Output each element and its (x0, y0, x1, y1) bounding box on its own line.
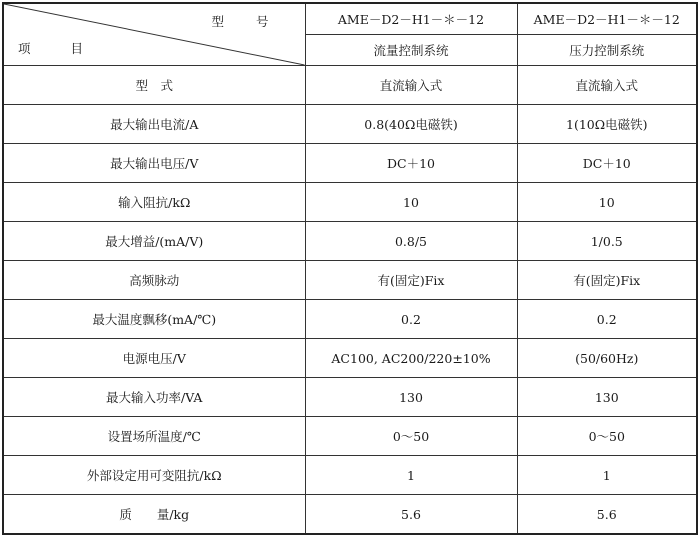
header-row-models (3, 3, 697, 35)
spec-table (2, 2, 698, 535)
flow-control-value: 0.8/5 (305, 222, 517, 261)
row-label: 最大输出电压/V (3, 144, 305, 183)
flow-control-value: AC100, AC200/220±10% (305, 339, 517, 378)
row-label: 最大输入功率/VA (3, 378, 305, 417)
row-label: 电源电压/V (3, 339, 305, 378)
pressure-control-value: 0.2 (517, 300, 697, 339)
table-row (3, 66, 697, 105)
table-row (3, 339, 697, 378)
table-row (3, 495, 697, 535)
pressure-control-value: 1/0.5 (517, 222, 697, 261)
pressure-control-value: 有(固定)Fix (517, 261, 697, 300)
pressure-control-value: 1(10Ω电磁铁) (517, 105, 697, 144)
table-row (3, 417, 697, 456)
system-1: 流量控制系统 (305, 35, 517, 66)
row-label: 最大温度飘移(mA/℃) (3, 300, 305, 339)
pressure-control-value: 0～50 (517, 417, 697, 456)
table-row (3, 300, 697, 339)
flow-control-value: 5.6 (305, 495, 517, 535)
pressure-control-value: 1 (517, 456, 697, 495)
table-row (3, 183, 697, 222)
model-1: AME－D2－H1－＊－12 (305, 3, 517, 35)
model-2: AME－D2－H1－＊－12 (517, 3, 697, 35)
pressure-control-value: 130 (517, 378, 697, 417)
pressure-control-value: 直流输入式 (517, 66, 697, 105)
table-row (3, 105, 697, 144)
flow-control-value: 0.8(40Ω电磁铁) (305, 105, 517, 144)
flow-control-value: 130 (305, 378, 517, 417)
table-row (3, 222, 697, 261)
table-row (3, 261, 697, 300)
table-row (3, 144, 697, 183)
row-label: 设置场所温度/℃ (3, 417, 305, 456)
row-label: 质 量/kg (3, 495, 305, 535)
row-label: 型 式 (3, 66, 305, 105)
table-row (3, 456, 697, 495)
flow-control-value: 1 (305, 456, 517, 495)
flow-control-value: 0～50 (305, 417, 517, 456)
row-label: 输入阻抗/kΩ (3, 183, 305, 222)
row-label: 最大输出电流/A (3, 105, 305, 144)
flow-control-value: 10 (305, 183, 517, 222)
pressure-control-value: DC＋10 (517, 144, 697, 183)
table-row (3, 378, 697, 417)
system-2: 压力控制系统 (517, 35, 697, 66)
row-label: 高频脉动 (3, 261, 305, 300)
row-label: 最大增益/(mA/V) (3, 222, 305, 261)
flow-control-value: 直流输入式 (305, 66, 517, 105)
pressure-control-value: (50/60Hz) (517, 339, 697, 378)
flow-control-value: DC＋10 (305, 144, 517, 183)
type-label: 型 号 (211, 14, 283, 29)
flow-control-value: 0.2 (305, 300, 517, 339)
diagonal-header-cell (3, 3, 305, 66)
item-label: 项 目 (18, 41, 101, 56)
pressure-control-value: 10 (517, 183, 697, 222)
pressure-control-value: 5.6 (517, 495, 697, 535)
flow-control-value: 有(固定)Fix (305, 261, 517, 300)
row-label: 外部设定用可变阻抗/kΩ (3, 456, 305, 495)
